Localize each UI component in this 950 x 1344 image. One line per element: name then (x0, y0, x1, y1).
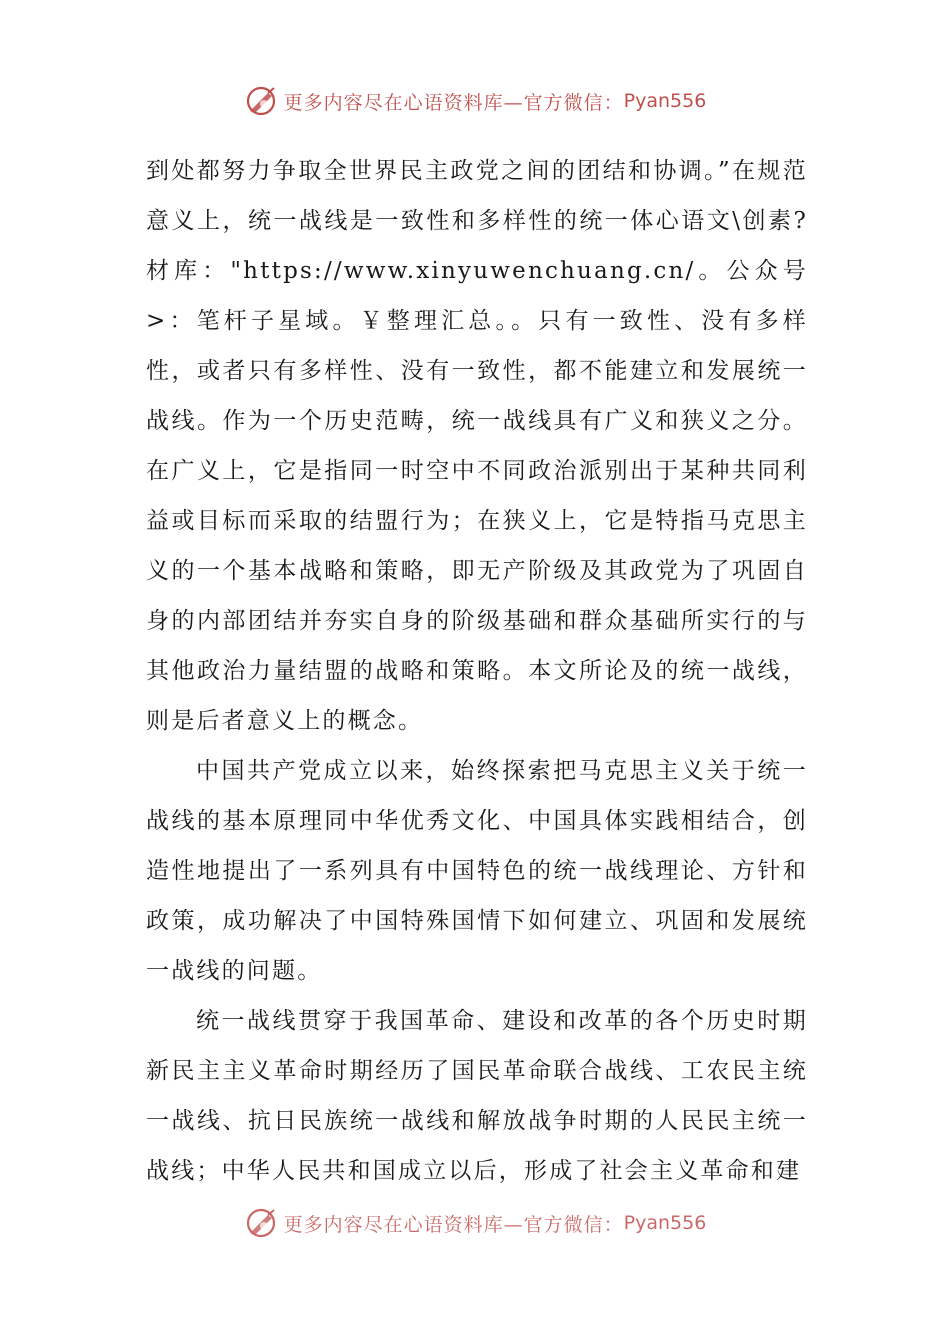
header-banner (0, 84, 950, 118)
banner-text: 更多内容尽在心语资料库—官方微信： (283, 91, 624, 114)
document-body (146, 146, 808, 1196)
paragraph-2: 中国共产党成立以来，始终探索把马克思主义关于统一战线的基本原理同中华优秀文化、中国具体实践相结合，创造性地提出了一系列具有中国特色的统一战线理论、方针和政策，成功解决了中国特殊国情下如何建立、巩固和发展统一战线的问题。 (146, 758, 808, 984)
paragraph-3: 统一战线贯穿于我国革命、建设和改革的各个历史时期新民主主义革命时期经历了国民革命联合战线、工农民主统一战线、抗日民族统一战线和解放战争时期的人民民主统一战线；中华人民共和国成立以后，形成了社会主义革命和建 (146, 1008, 808, 1184)
pen-logo-icon (244, 1206, 278, 1240)
pen-logo-icon (244, 84, 278, 118)
wechat-id: Pyan556 (623, 90, 707, 112)
footer-banner (0, 1206, 950, 1240)
footer-banner-text: 更多内容尽在心语资料库—官方微信： (283, 1213, 624, 1236)
footer-wechat-id: Pyan556 (623, 1212, 707, 1234)
paragraph-1: 到处都努力争取全世界民主政党之间的团结和协调。”在规范意义上，统一战线是一致性和多样性的统一体心语文\创素?材库："https://www.xinyuwenchuang.cn/。公众号>：笔杆子星域。￥整理汇总。。只有一致性、没有多样性，或者只有多样性、没有一致性，都不能建立和发展统一战线。作为一个历史范畴，统一战线具有广义和狭义之分。在广义上，它是指同一时空中不同政治派别出于某种共同利益或目标而采取的结盟行为；在狭义上，它是特指马克思主义的一个基本战略和策略，即无产阶级及其政党为了巩固自身的内部团结并夯实自身的阶级基础和群众基础所实行的与其他政治力量结盟的战略和策略。本文所论及的统一战线，则是后者意义上的概念。 (146, 158, 808, 734)
